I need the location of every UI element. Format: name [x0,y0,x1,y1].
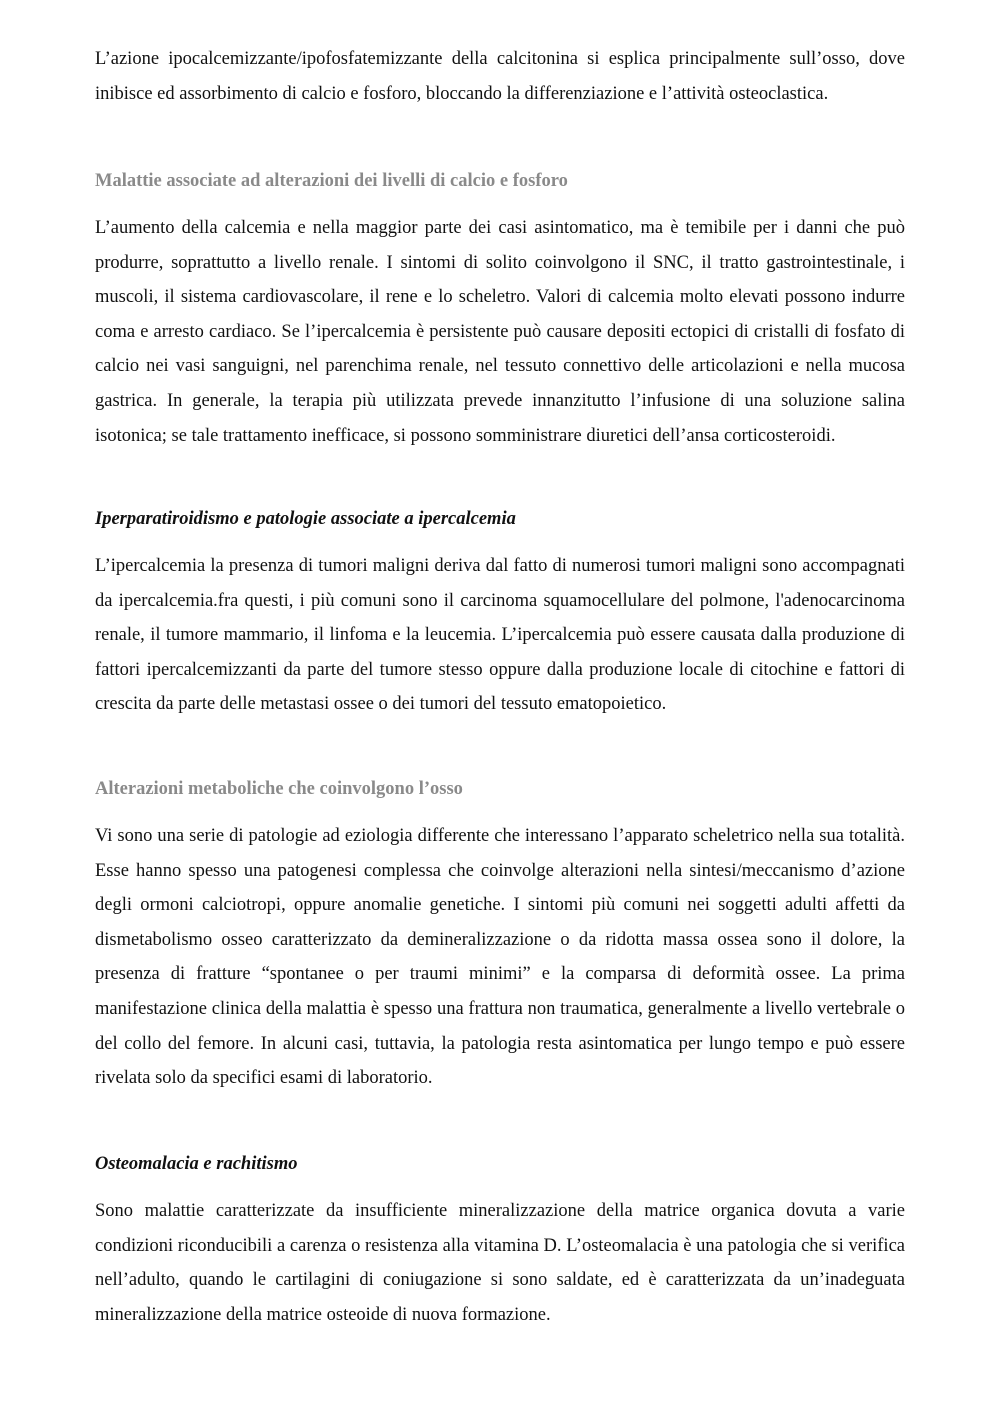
paragraph-calcitonina: L’azione ipocalcemizzante/ipofosfatemizzante della calcitonina si esplica principalmente sull’osso, dove inibisce ed assorbimento di calcio e fosforo, bloccando la differenziazione e l’attività osteoclastica. [95,49,905,104]
paragraph-ipercalcemia-tumori: L’ipercalcemia la presenza di tumori maligni deriva dal fatto di numerosi tumori maligni sono accompagnati da ipercalcemia.fra questi, i più comuni sono il carcinoma squamocellulare del polmone, l'adenocarcinoma renale, il tumore mammario, il linfoma e la leucemia. L’ipercalcemia può essere causata dalla produzione di fattori ipercalcemizzanti da parte del tumore stesso oppure dalla produzione locale di citochine e fattori di crescita da parte delle metastasi ossee o dei tumori del tessuto ematopoietico. [95,556,905,715]
subheading-osteomalacia: Osteomalacia e rachitismo [95,1154,298,1174]
paragraph-calcemia: L’aumento della calcemia e nella maggior parte dei casi asintomatico, ma è temibile per i danni che può produrre, soprattutto a livello renale. I sintomi di solito coinvolgono il SNC, il tratto gastrointestinale, i muscoli, il sistema cardiovascolare, il rene e lo scheletro. Valori di calcemia molto elevati possono indurre coma e arresto cardiaco. Se l’ipercalcemia è persistente può causare depositi ectopici di cristalli di fosfato di calcio nei vasi sanguigni, nel parenchima renale, nel tessuto connettivo delle articolazioni e nella mucosa gastrica. In generale, la terapia più utilizzata prevede innanzitutto l’infusione di una soluzione salina isotonica; se tale trattamento inefficace, si possono somministrare diuretici dell’ansa corticosteroidi. [95,218,905,446]
paragraph-osteomalacia: Sono malattie caratterizzate da insufficiente mineralizzazione della matrice organica dovuta a varie condizioni riconducibili a carenza o resistenza alla vitamina D. L’osteomalacia è una patologia che si verifica nell’adulto, quando le cartilagini di coniugazione si sono saldate, ed è caratterizzata da un’inadeguata mineralizzazione della matrice osteoide di nuova formazione. [95,1201,905,1325]
paragraph-patologie-scheletriche: Vi sono una serie di patologie ad eziologia differente che interessano l’apparato scheletrico nella sua totalità. Esse hanno spesso una patogenesi complessa che coinvolge alterazioni nella sintesi/meccanismo d’azione degli ormoni calciotropi, oppure anomalie genetiche. I sintomi più comuni nei soggetti adulti affetti da dismetabolismo osseo caratterizzato da demineralizzazione o da ridotta massa ossea sono il dolore, la presenza di fratture “spontanee o per traumi minimi” e la comparsa di deformità ossee. La prima manifestazione clinica della malattia è spesso una frattura non traumatica, generalmente a livello vertebrale o del collo del femore. In alcuni casi, tuttavia, la patologia resta asintomatica per lungo tempo e può essere rivelata solo da specifici esami di laboratorio. [95,826,905,1089]
section-heading-malattie: Malattie associate ad alterazioni dei livelli di calcio e fosforo [95,171,568,191]
section-heading-alterazioni-metaboliche: Alterazioni metaboliche che coinvolgono l’osso [95,779,463,799]
subheading-iperparatiroidismo: Iperparatiroidismo e patologie associate a ipercalcemia [95,509,516,529]
